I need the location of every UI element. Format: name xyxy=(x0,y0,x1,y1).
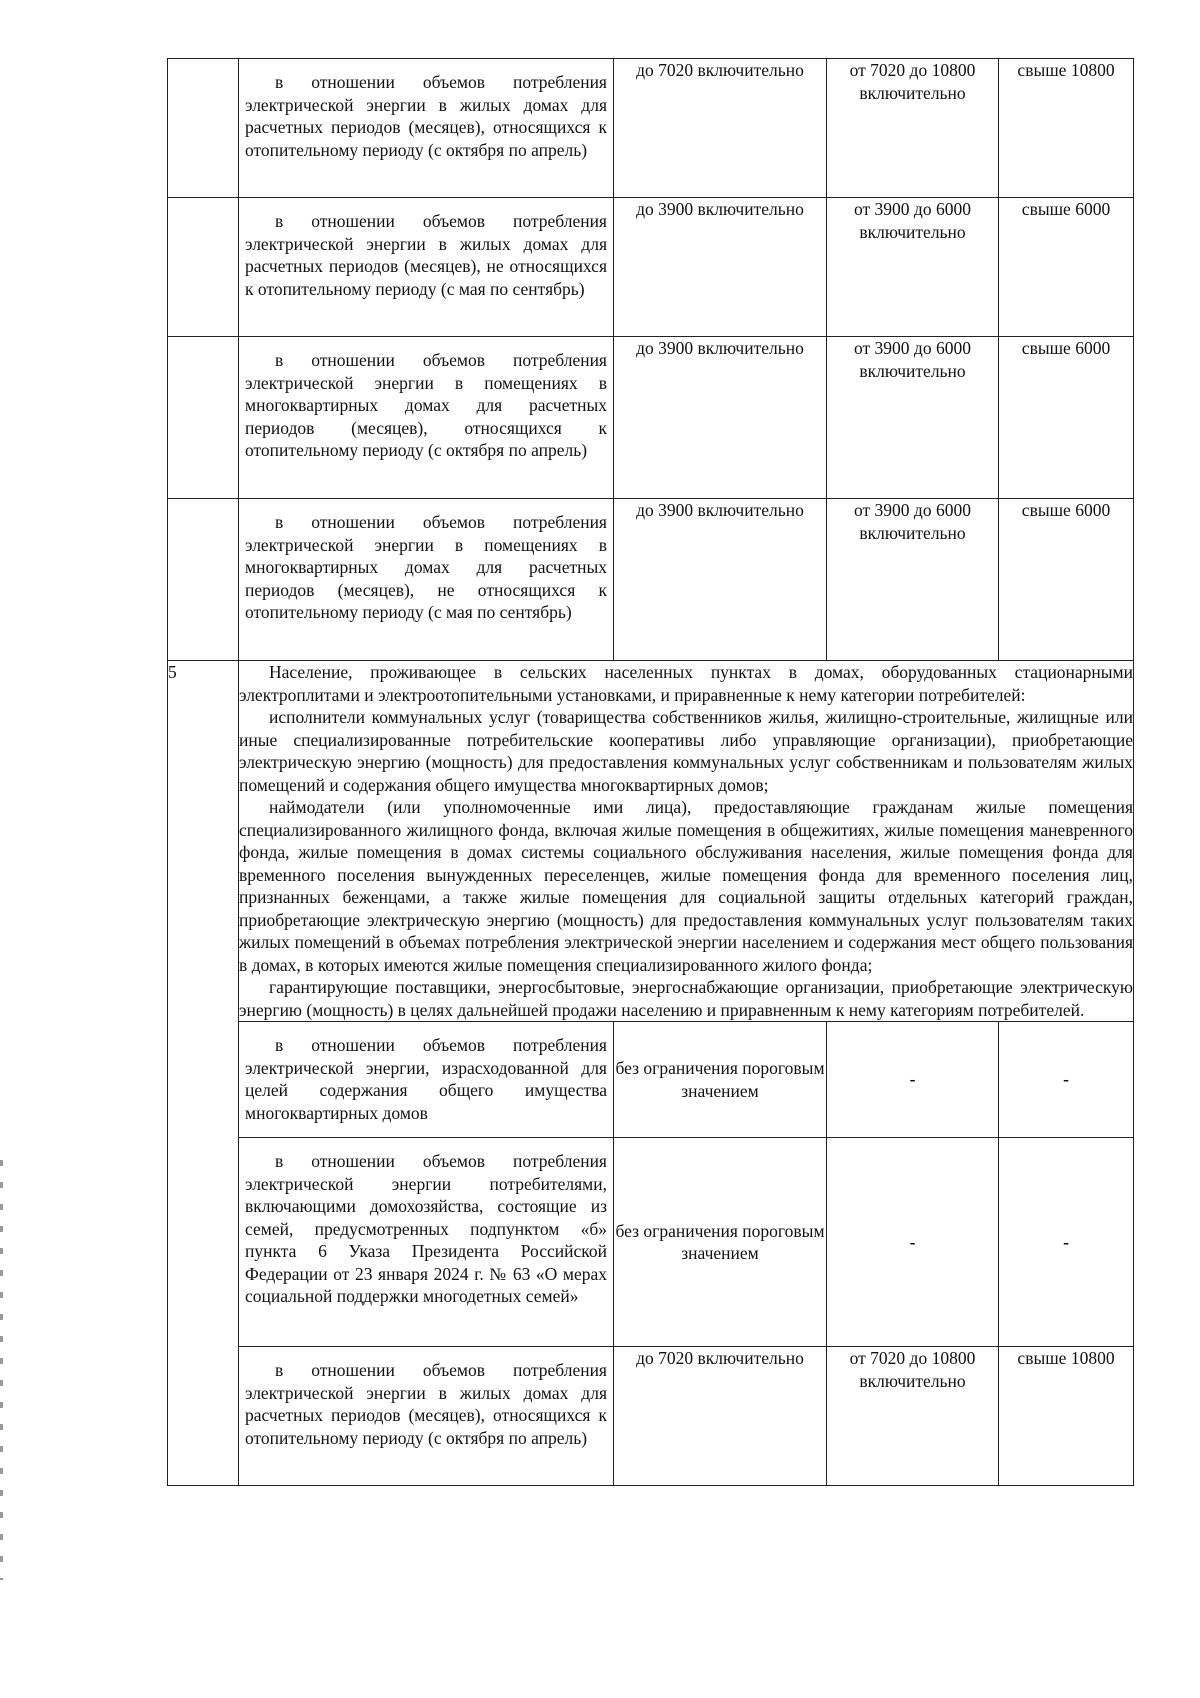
row-description: в отношении объемов потребления электрической энергии в жилых домах для расчетных периодов (месяцев), относящихся к отопительному периоду (с октября по апрель) xyxy=(245,1360,607,1448)
description-cell xyxy=(239,59,614,198)
upper-threshold-cell: - xyxy=(999,1022,1134,1138)
table-row xyxy=(168,1022,1134,1138)
description-cell xyxy=(239,1138,614,1347)
table-row xyxy=(168,198,1134,337)
middle-threshold-cell: от 3900 до 6000 включительно xyxy=(827,499,999,661)
row-description: в отношении объемов потребления электрической энергии в жилых домах для расчетных периодов (месяцев), не относящихся к отопительному периоду (с мая по сентябрь) xyxy=(245,211,607,299)
lower-threshold-cell: без ограничения пороговым значением xyxy=(614,1022,827,1138)
row-number-cell xyxy=(168,59,239,198)
table-row xyxy=(168,337,1134,499)
upper-threshold-cell: свыше 10800 xyxy=(999,1347,1134,1486)
lower-threshold-cell: до 7020 включительно xyxy=(614,59,827,198)
table-row xyxy=(168,499,1134,661)
row-number-cell xyxy=(168,198,239,337)
middle-threshold-cell: - xyxy=(827,1022,999,1138)
description-cell xyxy=(239,499,614,661)
lower-threshold-cell: до 7020 включительно xyxy=(614,1347,827,1486)
middle-threshold-cell: от 3900 до 6000 включительно xyxy=(827,337,999,499)
row-description: в отношении объемов потребления электрической энергии в помещениях в многоквартирных домах для расчетных периодов (месяцев), относящихся к отопительному периоду (с октября по апрель) xyxy=(245,350,607,460)
description-cell xyxy=(239,1022,614,1138)
row-number-cell: 5 xyxy=(168,661,239,1486)
category-paragraph: Население, проживающее в сельских населенных пунктах в домах, оборудованных стационарными электроплитами и электроотопительными установками, и приравненные к нему категории потребителей: xyxy=(239,662,1133,705)
upper-threshold-cell: - xyxy=(999,1138,1134,1347)
lower-threshold-cell: до 3900 включительно xyxy=(614,499,827,661)
row-number-cell xyxy=(168,499,239,661)
upper-threshold-cell: свыше 10800 xyxy=(999,59,1134,198)
description-cell xyxy=(239,337,614,499)
upper-threshold-cell: свыше 6000 xyxy=(999,337,1134,499)
row-description: в отношении объемов потребления электрической энергии в помещениях в многоквартирных домах для расчетных периодов (месяцев), не относящихся к отопительному периоду (с мая по сентябрь) xyxy=(245,512,607,622)
middle-threshold-cell: от 7020 до 10800 включительно xyxy=(827,1347,999,1486)
row-number-cell xyxy=(168,337,239,499)
middle-threshold-cell: от 3900 до 6000 включительно xyxy=(827,198,999,337)
row-description: в отношении объемов потребления электрической энергии потребителями, включающими домохозяйства, состоящие из семей, предусмотренных подпунктом «б» пункта 6 Указа Президента Российской Федерации от 23 января 2024 г. № 63 «О мерах социальной поддержки многодетных семей» xyxy=(245,1151,607,1306)
lower-threshold-cell: до 3900 включительно xyxy=(614,198,827,337)
lower-threshold-cell: без ограничения пороговым значением xyxy=(614,1138,827,1347)
upper-threshold-cell: свыше 6000 xyxy=(999,198,1134,337)
scan-margin-marks xyxy=(0,1160,3,1580)
category-description-cell xyxy=(239,661,1134,1022)
description-cell xyxy=(239,1347,614,1486)
row-description: в отношении объемов потребления электрической энергии, израсходованной для целей содержания общего имущества многоквартирных домов xyxy=(245,1035,607,1123)
category-paragraph: гарантирующие поставщики, энергосбытовые, энергоснабжающие организации, приобретающие электрическую энергию (мощность) в целях дальнейшей продажи населению и приравненным к нему категориям потребителей. xyxy=(239,977,1133,1020)
category-paragraph: исполнители коммунальных услуг (товарищества собственников жилья, жилищно-строительные, жилищные или иные специализированные потребительские кооперативы либо управляющие организации), приобретающие электрическую энергию (мощность) для предоставления коммунальных услуг собственникам и пользователям жилых помещений и содержания общего имущества многоквартирных домов; xyxy=(239,707,1133,795)
description-cell xyxy=(239,198,614,337)
table-row xyxy=(168,1347,1134,1486)
lower-threshold-cell: до 3900 включительно xyxy=(614,337,827,499)
row-description: в отношении объемов потребления электрической энергии в жилых домах для расчетных периодов (месяцев), относящихся к отопительному периоду (с октября по апрель) xyxy=(245,72,607,160)
table-row xyxy=(168,1138,1134,1347)
middle-threshold-cell: - xyxy=(827,1138,999,1347)
tariff-table xyxy=(167,58,1134,1486)
table-row xyxy=(168,661,1134,1022)
table-row xyxy=(168,59,1134,198)
category-paragraph: наймодатели (или уполномоченные ими лица), предоставляющие гражданам жилые помещения специализированного жилищного фонда, включая жилые помещения в общежитиях, жилые помещения маневренного фонда, жилые помещения в домах системы социального обслуживания населения, жилые помещения фонда для временного поселения вынужденных переселенцев, жилые помещения фонда для временного поселения лиц, признанных беженцами, а также жилые помещения для социальной защиты отдельных категорий граждан, приобретающие электрическую энергию (мощность) для предоставления коммунальных услуг пользователям таких жилых помещений в объемах потребления электрической энергии населением и содержания мест общего пользования в домах, в которых имеются жилые помещения специализированного жилого фонда; xyxy=(239,797,1133,975)
middle-threshold-cell: от 7020 до 10800 включительно xyxy=(827,59,999,198)
upper-threshold-cell: свыше 6000 xyxy=(999,499,1134,661)
